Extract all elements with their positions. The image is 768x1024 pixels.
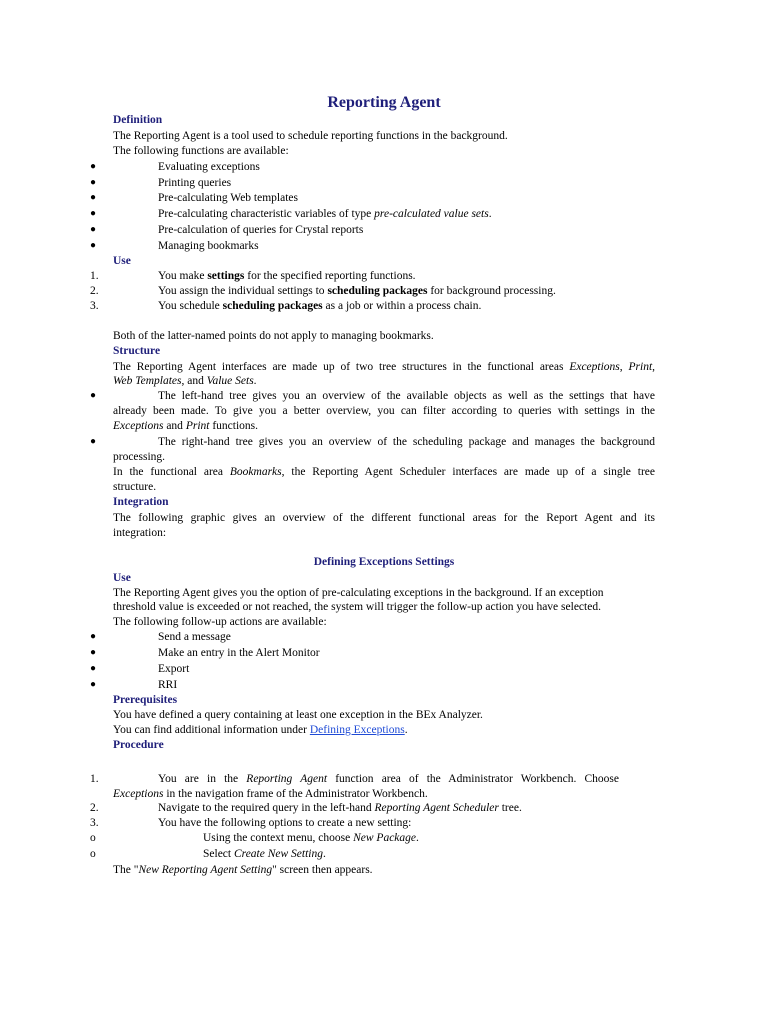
definition-intro: The following functions are available: <box>113 145 289 157</box>
page-title: Reporting Agent <box>327 94 441 111</box>
definition-paragraph: The Reporting Agent is a tool used to schedule reporting functions in the background. <box>113 130 508 142</box>
bullet-icon: ● <box>90 240 97 251</box>
structure-heading: Structure <box>113 345 161 357</box>
definition-heading: Definition <box>113 114 163 126</box>
bullet-icon: ● <box>90 177 97 188</box>
bullet-icon: ● <box>90 161 97 172</box>
prerequisites-heading: Prerequisites <box>113 694 178 706</box>
use-heading: Use <box>113 255 131 267</box>
procedure-heading: Procedure <box>113 739 164 751</box>
bullet-icon: ● <box>90 208 97 219</box>
bullet-icon: ● <box>90 192 97 203</box>
section-title: Defining Exceptions Settings <box>313 556 455 568</box>
bullet-icon: ● <box>90 647 97 658</box>
use-note: Both of the latter-named points do not apply to managing bookmarks. <box>113 330 434 342</box>
bullet-icon: ● <box>90 390 97 401</box>
bullet-icon: ● <box>90 224 97 235</box>
document-page: Reporting Agent Definition The Reporting Agent is a tool used to schedule reporting functions in the background. The following functions are available: ● Evaluating exceptions ● Printing queries ● Pre-calculating Web templates ● Pre-calculating characteristic variables of type pre-calculated value sets. ● Pre-calculation of queries for Crystal reports ● Managing bookmarks Use 1. You make settings for the specified reporting functions. 2. You assign the individual settings to scheduling packages for background processing. 3. You schedule scheduling packages as a job or within a process chain. Both of the latter-named points do not apply to managing bookmarks. Structure The Reporting Agent interfaces are made up of two tree structures in the functional areas Exceptions, Print, Web Templates, and Value Sets. ● The left-hand tree gives you an overview of the available objects as well as the settings that have already been made. To give you a better overview, you can filter according to queries with settings in the Exceptions and Print functions. ● The right-hand tree gives you an overview of the scheduling package and manages the background processing. In the functional area Bookmarks, the Reporting Agent Scheduler interfaces are made up of a single tree structure. Integration The following graphic gives an overview of the different functional areas for the Report Agent and its integration: Defining Exceptions Settings Use The Reporting Agent gives you the option of pre-calculating exceptions in the background. If an exception threshold value is exceeded or not reached, the system will trigger the follow-up action you have selected. The following follow-up actions are available: ● Send a message ● Make an entry in the Alert Monitor ● Export ● RRI Prerequisites You have defined a query containing at least one exception in the BEx Analyzer. You can find additional information under Defining Exceptions. Procedure 1. You are in the Reporting Agent function area of the Administrator Workbench. Choose Exceptions in the navigation frame of the Administrator Workbench. 2. Navigate to the required query in the left-hand Reporting Agent Scheduler tree. 3. You have the following options to create a new setting: o Using the context menu, choose New Package. o Select Create New Setting. The "New Reporting Agent Setting" screen then appears. <box>0 0 768 1024</box>
defining-exceptions-link[interactable]: Defining Exceptions <box>309 724 405 736</box>
bullet-icon: ● <box>90 663 97 674</box>
use-heading: Use <box>113 572 131 584</box>
closing-note: The "New Reporting Agent Setting" screen then appears. <box>113 864 373 876</box>
structure-paragraph: The Reporting Agent interfaces are made up of two tree structures in the functional areas Exceptions, Print, <box>113 361 656 373</box>
bullet-icon: ● <box>90 631 97 642</box>
integration-heading: Integration <box>113 496 169 508</box>
bullet-icon: ● <box>90 436 97 447</box>
bullet-icon: ● <box>90 679 97 690</box>
